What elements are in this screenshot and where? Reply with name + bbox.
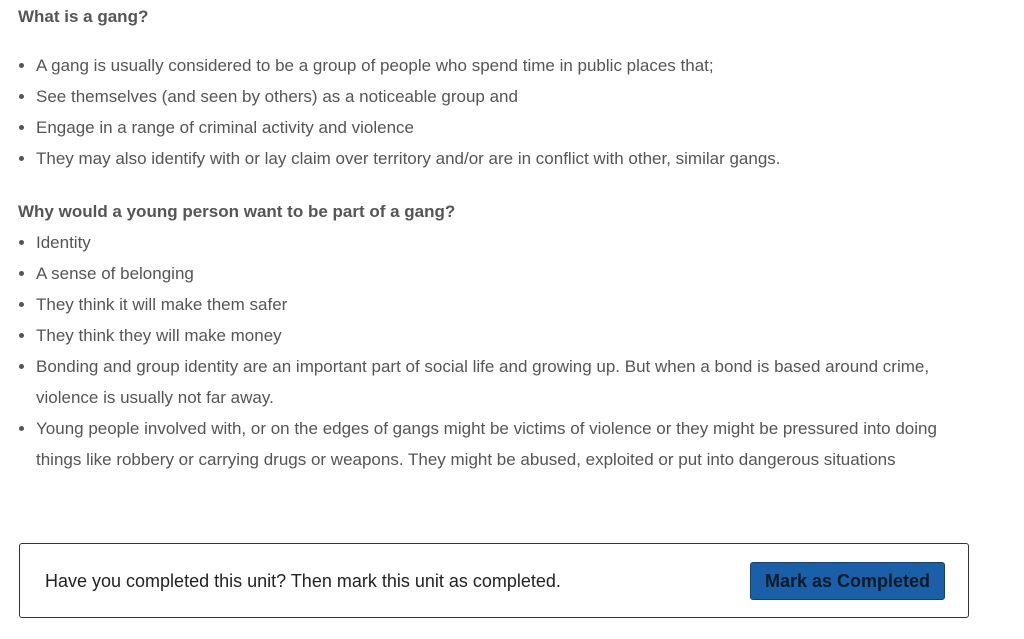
list-item: Engage in a range of criminal activity and violence <box>18 112 978 143</box>
unit-completion-box <box>19 543 969 618</box>
list-item: See themselves (and seen by others) as a noticeable group and <box>18 81 978 112</box>
list-item: They think they will make money <box>18 320 978 351</box>
section-heading-why-join-gang: Why would a young person want to be part of a gang? <box>18 202 456 221</box>
section-heading-what-is-a-gang: What is a gang? <box>18 7 149 26</box>
list-item: They may also identify with or lay claim over territory and/or are in conflict with other, similar gangs. <box>18 143 978 174</box>
list-item: A sense of belonging <box>18 258 978 289</box>
list-item: Bonding and group identity are an important part of social life and growing up. But when a bond is based around crime, violence is usually not far away. <box>18 351 978 413</box>
list-item: They think it will make them safer <box>18 289 978 320</box>
list-item: Identity <box>18 227 978 258</box>
reasons-list <box>18 227 978 475</box>
list-item: A gang is usually considered to be a group of people who spend time in public places that; <box>18 50 978 81</box>
mark-as-completed-button[interactable]: Mark as Completed <box>750 562 945 600</box>
completion-prompt: Have you completed this unit? Then mark this unit as completed. <box>45 571 561 591</box>
list-item: Young people involved with, or on the edges of gangs might be victims of violence or they might be pressured into doing things like robbery or carrying drugs or weapons. They might be abused, exploited or put into dangerous situations <box>18 413 978 475</box>
gang-definition-list <box>18 50 978 174</box>
